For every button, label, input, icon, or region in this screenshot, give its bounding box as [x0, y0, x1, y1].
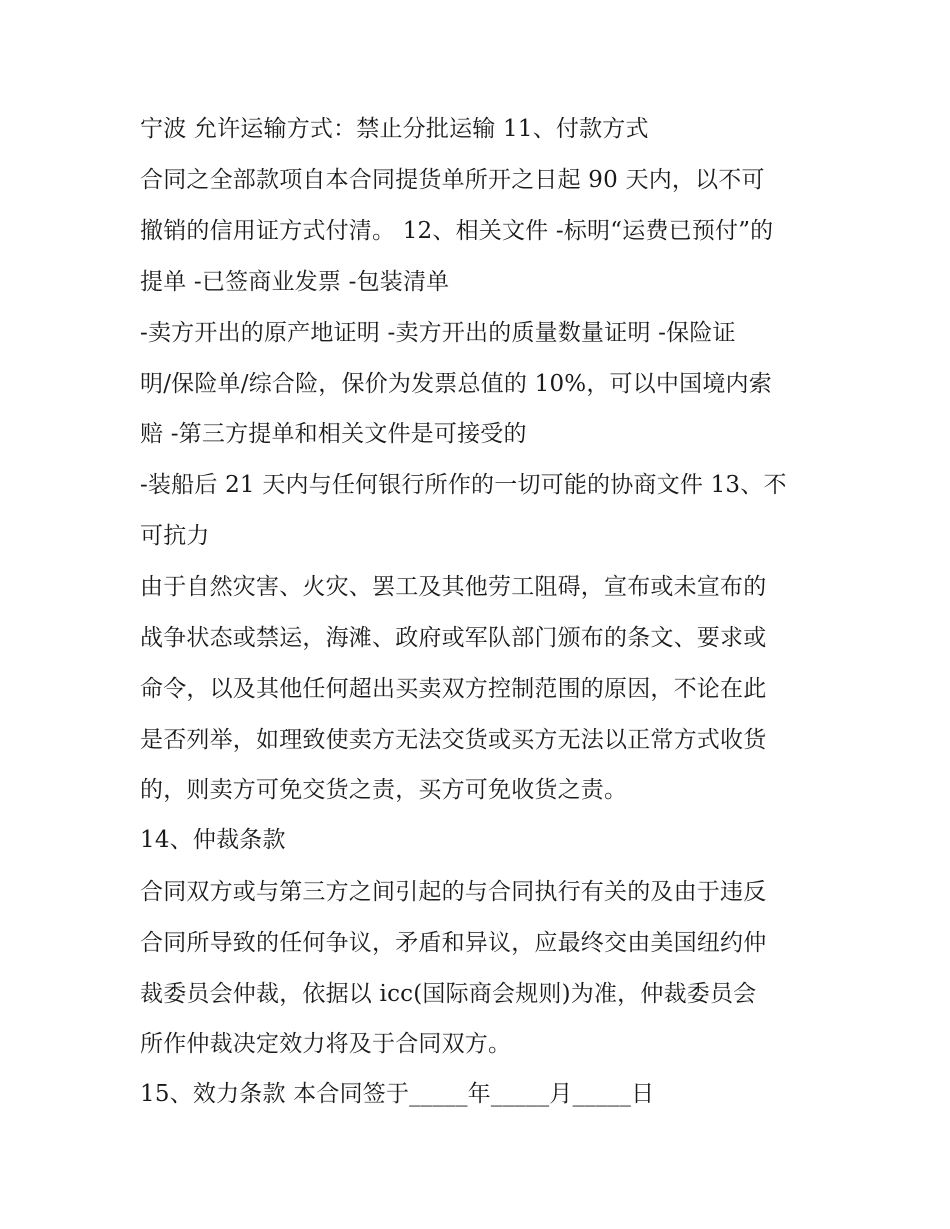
text-line: 裁委员会仲裁，依据以 icc(国际商会规则)为准，仲裁委员会: [140, 981, 757, 1007]
text-line: 合同所导致的任何争议，矛盾和异议，应最终交由美国纽约仲: [140, 930, 767, 956]
text-line: 合同双方或与第三方之间引起的与合同执行有关的及由于违反: [140, 879, 767, 905]
text-line: 提单 -已签商业发票 -包装清单: [140, 269, 450, 295]
section-heading: 14、仲裁条款: [140, 827, 286, 853]
text-line: 所作仲裁决定效力将及于合同双方。: [140, 1031, 512, 1057]
text-line: 是否列举，如理致使卖方无法交货或买方无法以正常方式收货: [140, 727, 767, 753]
text-line: 撤销的信用证方式付清。 12、相关文件 -标明“运费已预付”的: [140, 218, 774, 244]
text-line: 明/保险单/综合险，保价为发票总值的 10%，可以中国境内索: [140, 371, 772, 397]
text-line: -装船后 21 天内与任何银行所作的一切可能的协商文件 13、不: [140, 472, 787, 498]
text-line: 赔 -第三方提单和相关文件是可接受的: [140, 421, 527, 447]
text-line: -卖方开出的原产地证明 -卖方开出的质量数量证明 -保险证: [140, 320, 736, 346]
text-line: 15、效力条款 本合同签于_____年_____月_____日: [140, 1081, 655, 1107]
text-line: 宁波 允许运输方式：禁止分批运输 11、付款方式: [140, 116, 649, 142]
text-line: 合同之全部款项自本合同提货单所开之日起 90 天内，以不可: [140, 167, 765, 193]
text-line: 战争状态或禁运，海滩、政府或军队部门颁布的条文、要求或: [140, 625, 767, 651]
text-line: 可抗力: [140, 523, 210, 549]
text-line: 命令，以及其他任何超出买卖双方控制范围的原因，不论在此: [140, 676, 767, 702]
text-line: 由于自然灾害、火灾、罢工及其他劳工阻碍，宣布或未宣布的: [140, 574, 767, 600]
text-line: 的，则卖方可免交货之责，买方可免收货之责。: [140, 777, 628, 803]
